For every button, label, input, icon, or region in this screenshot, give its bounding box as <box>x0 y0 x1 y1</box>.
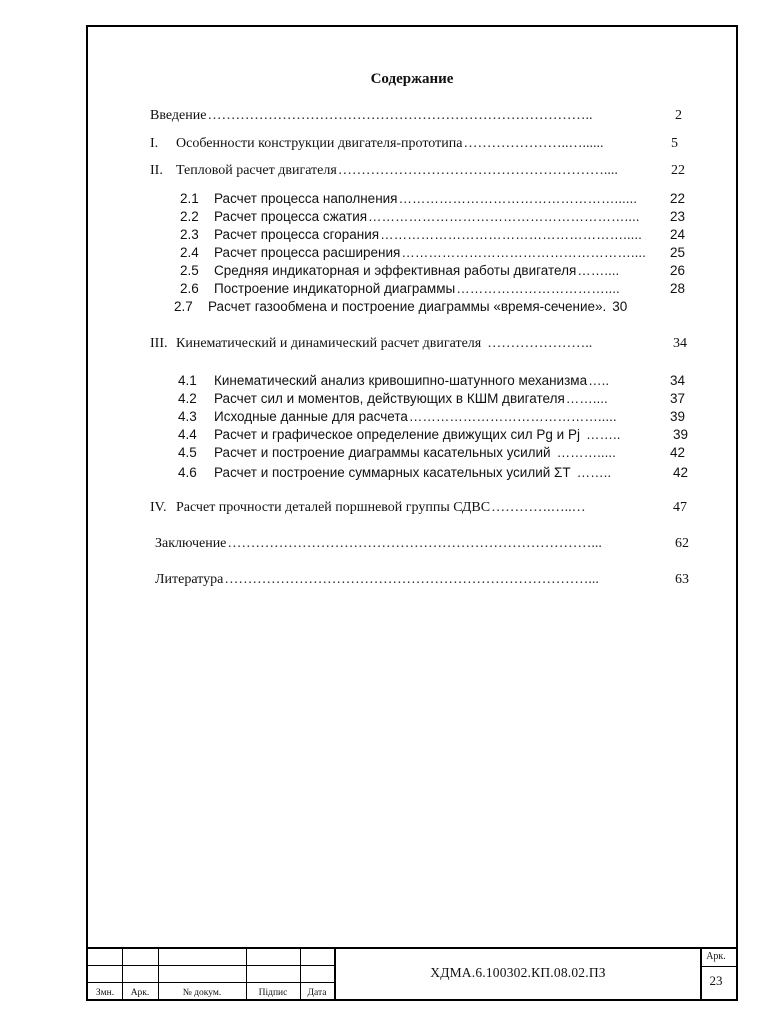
toc-entry <box>180 208 685 226</box>
toc-entry-page: 5 <box>671 136 678 151</box>
toc-entry-leader: ….. <box>588 373 610 388</box>
toc-entry-leader: ……………………………………………………………………... <box>224 572 599 587</box>
toc-entry-label: Расчет прочности деталей поршневой группы СДВС <box>176 500 491 515</box>
toc-entry-page: 22 <box>669 191 685 206</box>
toc-entry-number: 2.6 <box>180 281 199 296</box>
sheet-number: 23 <box>709 973 723 988</box>
toc-entry-page: 63 <box>675 572 689 587</box>
toc-entry-label: Кинематический и динамический расчет двигателя <box>176 336 482 351</box>
toc-entry-leader: …………………………….... <box>456 281 620 296</box>
toc-entry <box>178 408 685 426</box>
toc-entry-label: Тепловой расчет двигателя <box>176 163 337 178</box>
toc-entry <box>180 226 685 244</box>
toc-entry <box>180 244 685 262</box>
toc-entry <box>178 464 688 482</box>
toc-entry-leader: …….. <box>576 465 612 480</box>
toc-entry-number: 4.3 <box>178 409 197 424</box>
toc-entry-label: Расчет газообмена и построение диаграммы «время-сечение». <box>208 299 607 314</box>
toc-entry-number: 2.4 <box>180 245 199 260</box>
toc-entry-number: 4.2 <box>178 391 197 406</box>
toc-entry <box>155 535 689 553</box>
toc-entry-leader: …….. <box>585 427 621 442</box>
toc-entry-page: 37 <box>669 391 685 406</box>
toc-entry-leader: …….... <box>577 263 620 278</box>
toc-entry-number: 4.4 <box>178 427 197 442</box>
toc-entry-leader: ……………………………………………………………………... <box>227 536 602 551</box>
page-frame <box>86 25 738 1001</box>
toc-entry-number: I. <box>150 136 159 151</box>
toc-entry-label: Литература <box>155 572 224 587</box>
toc-entry-page: 28 <box>669 281 685 296</box>
toc-entry-leader: …………………………………………….... <box>401 245 646 260</box>
toc-entry-label: Расчет процесса сгорания <box>214 227 380 242</box>
toc-entry-number: 2.5 <box>180 263 199 278</box>
toc-entry-leader: ………….…..… <box>491 500 586 515</box>
toc-entry <box>178 444 685 462</box>
toc-entry-number: 4.5 <box>178 445 197 460</box>
stamp-col-doc-no: № докум. <box>182 988 222 998</box>
toc-entry-leader: …………………………………………...... <box>398 191 638 206</box>
toc-entry-leader: …….... <box>565 391 608 406</box>
toc-entry <box>150 107 682 125</box>
toc-entry-label: Расчет и графическое определение движущих сил Pg и Pj <box>214 427 580 442</box>
toc-entry-leader: ……………………………………………………………………….. <box>207 108 593 123</box>
toc-entry-label: Средняя индикаторная и эффективная работы двигателя <box>214 263 577 278</box>
toc-entry-page: 47 <box>673 500 687 515</box>
toc-entry <box>178 372 685 390</box>
toc-entry-leader: ………………………………………………….... <box>368 209 640 224</box>
toc-entry-leader: ……………………………………..... <box>408 409 617 424</box>
toc-entry-number: II. <box>150 163 163 178</box>
toc-entry-number: IV. <box>150 500 167 515</box>
stamp-row-line <box>700 966 738 967</box>
toc-entry-number: 4.6 <box>178 465 197 480</box>
page-title: Содержание <box>370 71 454 87</box>
toc-entry-page: 22 <box>671 163 685 178</box>
toc-entry-label: Расчет сил и моментов, действующих в КШМ двигателя <box>214 391 565 406</box>
toc-entry-page: 42 <box>672 465 688 480</box>
toc-entry <box>150 162 685 180</box>
toc-entry-leader: ………………….. <box>487 336 593 351</box>
toc-entry <box>155 571 689 589</box>
toc-entry-label: Особенности конструкции двигателя-прототипа <box>176 136 463 151</box>
toc-entry-page: 34 <box>673 336 687 351</box>
sheet-label: Арк. <box>706 951 726 962</box>
title-block <box>88 947 736 999</box>
toc-entry-page: 24 <box>669 227 685 242</box>
toc-entry-leader: ………..... <box>556 445 616 460</box>
toc-entry-page: 30 <box>612 299 628 314</box>
toc-entry-label: Исходные данные для расчета <box>214 409 408 424</box>
toc-entry-page: 2 <box>675 108 682 123</box>
toc-entry <box>180 190 685 208</box>
toc-entry <box>178 426 688 444</box>
toc-entry-page: 39 <box>672 427 688 442</box>
toc-entry-page: 25 <box>669 245 685 260</box>
toc-entry-leader: …………………..…...... <box>463 136 604 151</box>
toc-entry <box>150 335 687 353</box>
toc-entry-number: 2.1 <box>180 191 199 206</box>
toc-entry <box>180 262 685 280</box>
toc-entry-page: 34 <box>669 373 685 388</box>
toc-entry-number: 2.7 <box>174 299 193 314</box>
toc-entry-label: Кинематический анализ кривошипно-шатунного механизма <box>214 373 588 388</box>
toc-entry-page: 26 <box>669 263 685 278</box>
toc-entry-page: 39 <box>669 409 685 424</box>
toc-entry-label: Введение <box>150 108 207 123</box>
stamp-row-line <box>88 982 334 983</box>
stamp-col-change: Змн. <box>95 988 115 998</box>
toc-entry-label: Расчет и построение диаграммы касательных усилий <box>214 445 551 460</box>
toc-entry-label: Расчет процесса наполнения <box>214 191 398 206</box>
toc-entry-number: 2.2 <box>180 209 199 224</box>
toc-entry-page: 23 <box>669 209 685 224</box>
toc-entry <box>174 298 686 316</box>
toc-entry-leader: ………………………………………………..... <box>380 227 642 242</box>
toc-entry <box>180 280 685 298</box>
toc-entry-number: 4.1 <box>178 373 197 388</box>
toc-entry-label: Построение индикаторной диаграммы <box>214 281 456 296</box>
toc-entry <box>150 499 687 517</box>
toc-entry-label: Расчет процесса сжатия <box>214 209 368 224</box>
stamp-col-sheet: Арк. <box>130 988 150 998</box>
toc-entry-label: Расчет и построение суммарных касательных усилий ΣT <box>214 465 571 480</box>
toc-entry-number: III. <box>150 336 168 351</box>
stamp-col-signature: Підпис <box>258 988 288 998</box>
toc-entry <box>150 135 678 153</box>
toc-entry-label: Расчет процесса расширения <box>214 245 401 260</box>
toc-entry-number: 2.3 <box>180 227 199 242</box>
toc-entry-page: 62 <box>675 536 689 551</box>
document-code: ХДМА.6.100302.КП.08.02.ПЗ <box>430 965 606 980</box>
stamp-col-date: Дата <box>307 988 327 998</box>
toc-entry-page: 42 <box>669 445 685 460</box>
stamp-row-line <box>88 965 334 966</box>
toc-entry-leader: ………………………………………………….... <box>337 163 618 178</box>
toc-entry-label: Заключение <box>155 536 227 551</box>
toc-entry <box>178 390 685 408</box>
